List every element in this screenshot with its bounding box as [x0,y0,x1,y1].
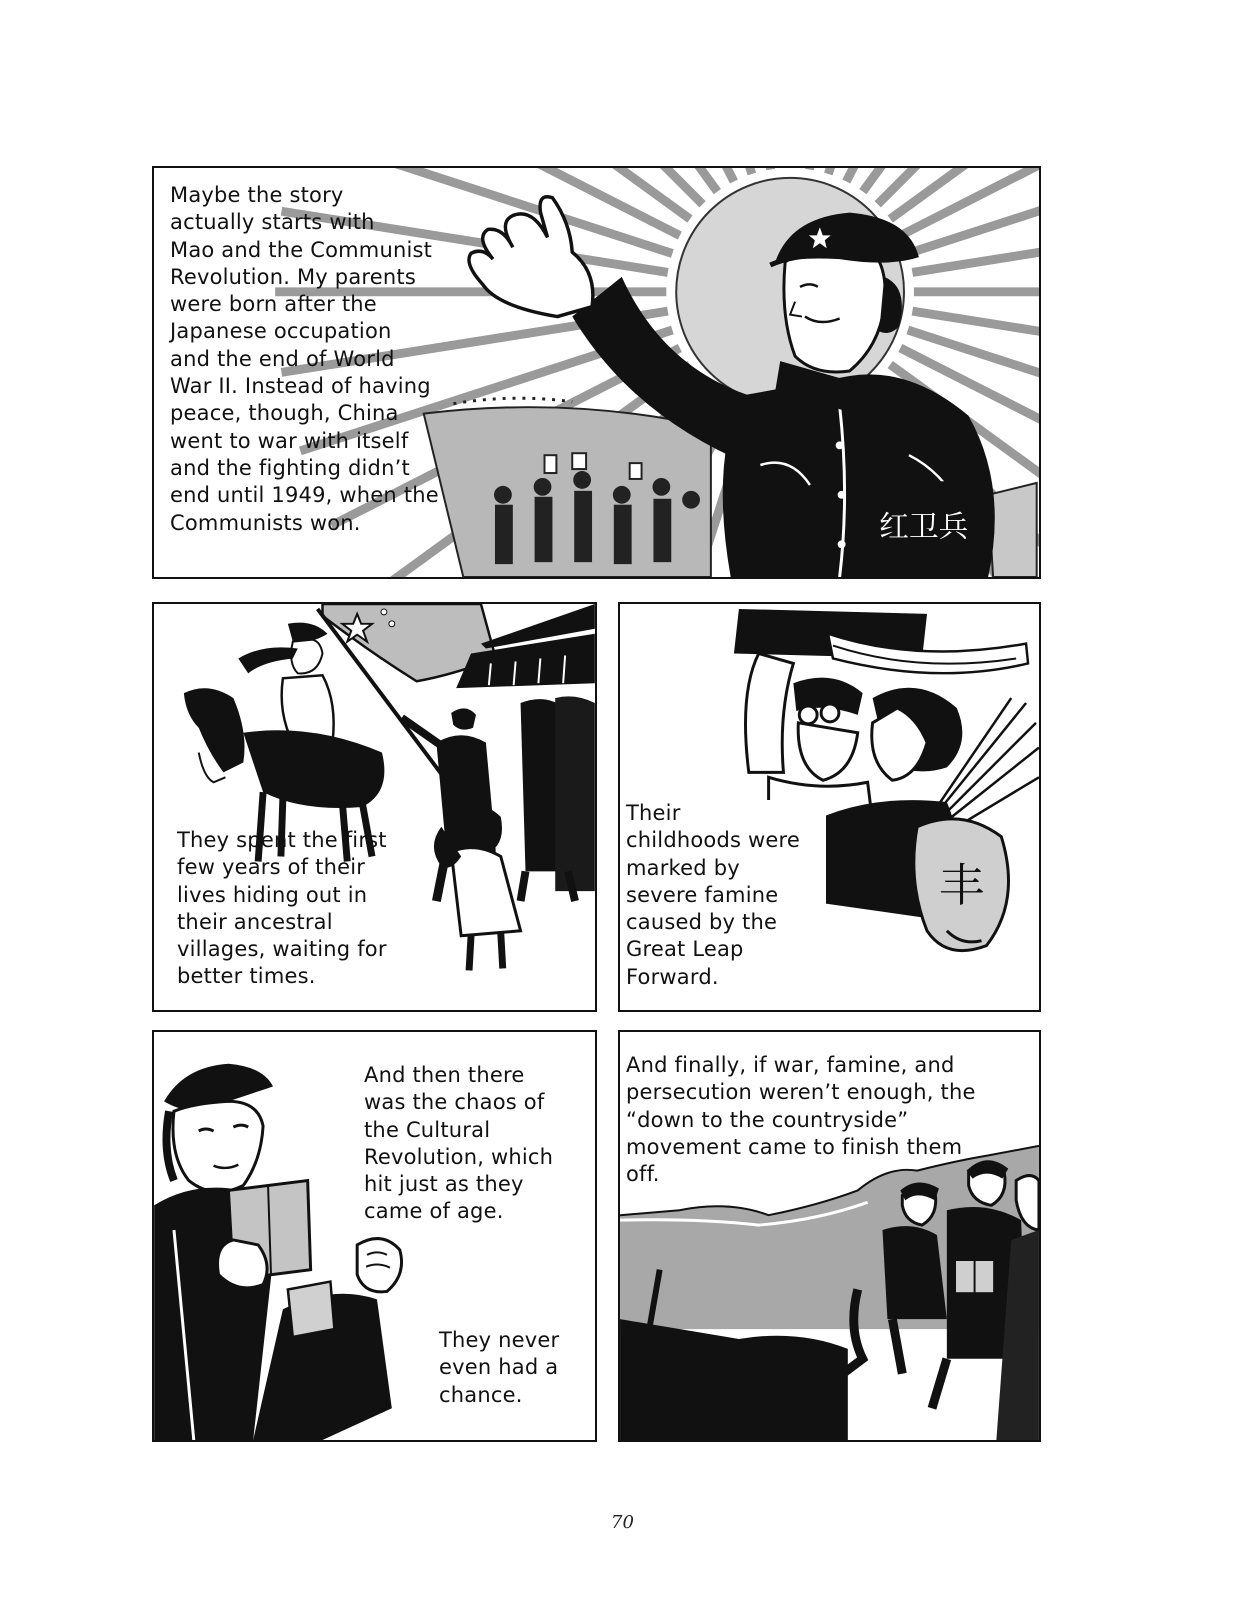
caption-never-had-chance: They never even had a chance. [439,1328,560,1407]
panel-mao-revolution [152,166,1041,579]
caption-great-leap-forward: Their childhoods were marked by severe famine caused by the Great Leap Forward. [626,800,826,991]
caption-mao-revolution: Maybe the story actually starts with Mao and the Communist Revolution. My parents were born after the Japanese occupation and the end of World War II. Instead of having peace, though, China went to war with itself and the fighting didn’t end until 1949, when the Communists won. [170,183,439,535]
armband-lettering: 红卫兵 [879,509,969,545]
caption-ancestral-villages: They spent the first few years of their lives hiding out in their ancestral villages, waiting for better times. [177,828,387,989]
sack-lettering: 丰 [938,859,985,913]
panel-down-to-countryside [618,1030,1041,1442]
page-number: 70 [611,1512,634,1533]
panel-great-leap-forward [618,602,1041,1012]
caption-cultural-revolution: And then there was the chaos of the Cultural Revolution, which hit just as they came of age. [364,1063,554,1224]
caption-down-to-countryside: And finally, if war, famine, and persecution weren’t enough, the “down to the countryside” movement came to finish them off. [626,1053,976,1187]
panel-ancestral-villages [152,602,597,1012]
panel-cultural-revolution [152,1030,597,1442]
